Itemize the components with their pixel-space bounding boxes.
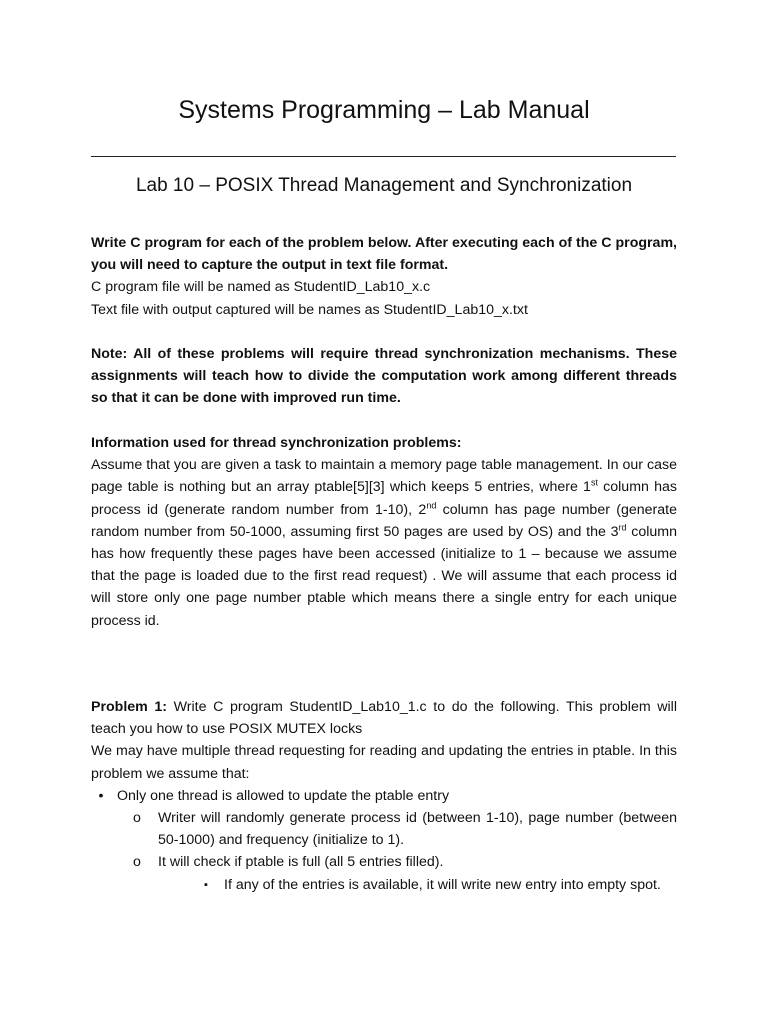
info-text-part2: column has process id (generate random number from 1-10), 2	[91, 479, 677, 518]
note-section	[91, 343, 677, 410]
info-sup-nd: nd	[426, 499, 437, 510]
problem1-text: Write C program StudentID_Lab10_1.c to do the following. This problem will teach you how to use POSIX MUTEX locks	[91, 699, 677, 738]
page-title: Systems Programming – Lab Manual	[178, 96, 590, 124]
info-text-part3: column has page number (generate random number from 50-1000, assuming first 50 pages are used by OS) and the 3	[91, 501, 677, 540]
info-sup-st: st	[590, 477, 598, 488]
lab-subtitle: Lab 10 – POSIX Thread Management and Synchronization	[135, 175, 633, 196]
list-item	[91, 785, 677, 807]
info-text-part4: column has how frequently these pages have been accessed (initialize to 1 – because we assume that the page is loaded due to the first read request) . We will assume that each process id will store only one page number ptable which means there a single entry for each unique process id.	[91, 523, 677, 629]
subsub1-text: If any of the entries is available, it will write new entry into empty spot.	[224, 876, 661, 893]
file-naming-text: C program file will be named as StudentID_Lab10_x.c	[91, 279, 431, 296]
info-paragraph	[91, 454, 677, 632]
list-item	[91, 851, 677, 873]
bullet-dot-icon: •	[98, 787, 104, 804]
sub2-text: It will check if ptable is full (all 5 entries filled).	[158, 854, 444, 871]
problem1-label: Problem 1:	[91, 699, 167, 715]
bullet1-text: Only one thread is allowed to update the ptable entry	[117, 787, 450, 804]
info-text-part1: Assume that you are given a task to maintain a memory page table management. In our case page table is nothing but an array ptable[5][3] which keeps 5 entries, where 1	[91, 457, 677, 496]
info-sup-rd: rd	[618, 522, 627, 533]
bullet-circle-icon: o	[133, 810, 141, 827]
intro-section	[91, 232, 677, 321]
note-text: Note: All of these problems will require thread synchronization mechanisms. These assignments will teach how to divide the computation work among different threads so that it can be done with improved run time.	[91, 346, 677, 407]
bullet-circle-icon: o	[133, 854, 141, 871]
info-heading: Information used for thread synchronization problems:	[91, 435, 462, 451]
list-item	[91, 874, 677, 896]
problem1-statement	[91, 696, 677, 740]
output-naming-text: Text file with output captured will be names as StudentID_Lab10_x.txt	[91, 301, 528, 318]
problem1-section	[91, 696, 677, 896]
instruction-text: Write C program for each of the problem below. After executing each of the C program, you will need to capture the output in text file format.	[91, 235, 677, 274]
problem1-intro: We may have multiple thread requesting for reading and updating the entries in ptable. In this problem we assume that:	[91, 743, 677, 782]
list-item	[91, 807, 677, 851]
bullet-square-icon: ▪	[204, 878, 208, 891]
info-section	[91, 432, 677, 632]
sub1-text: Writer will randomly generate process id (between 1-10), page number (between 50-1000) and frequency (initialize to 1).	[158, 810, 677, 849]
title-divider	[91, 156, 676, 157]
